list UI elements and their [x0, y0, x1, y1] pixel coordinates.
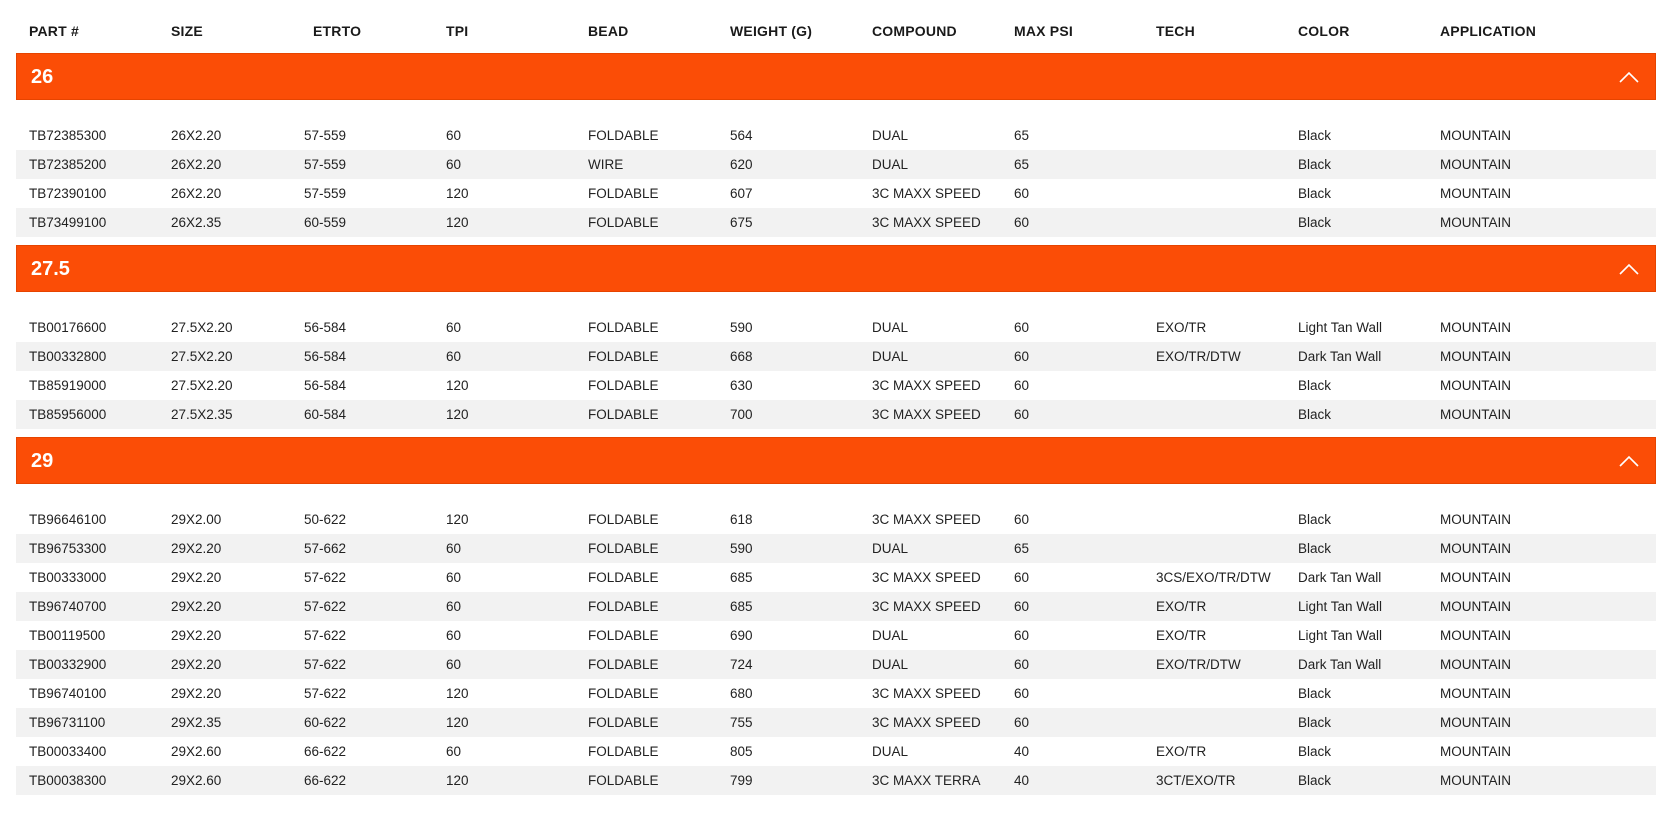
cell-tech: EXO/TR	[1156, 599, 1207, 614]
section-header[interactable]	[16, 437, 1656, 484]
column-header-compound: COMPOUND	[872, 23, 957, 39]
cell-color: Light Tan Wall	[1298, 628, 1383, 643]
cell-tpi: 120	[446, 512, 469, 527]
cell-tech: EXO/TR	[1156, 320, 1207, 335]
cell-color: Black	[1298, 686, 1332, 701]
cell-etrto: 56-584	[304, 378, 347, 393]
cell-weight: 724	[730, 657, 753, 672]
cell-bead: FOLDABLE	[588, 128, 659, 143]
cell-size: 29X2.20	[171, 570, 222, 585]
cell-application: MOUNTAIN	[1440, 715, 1511, 730]
cell-compound: DUAL	[872, 657, 909, 672]
cell-application: MOUNTAIN	[1440, 320, 1511, 335]
cell-tpi: 120	[446, 773, 469, 788]
cell-max-psi: 60	[1014, 512, 1030, 527]
cell-weight: 590	[730, 541, 753, 556]
cell-size: 29X2.20	[171, 541, 222, 556]
section-title: 27.5	[31, 258, 70, 280]
cell-application: MOUNTAIN	[1440, 773, 1511, 788]
cell-color: Black	[1298, 157, 1332, 172]
cell-color: Black	[1298, 378, 1332, 393]
cell-weight: 668	[730, 349, 753, 364]
cell-etrto: 50-622	[304, 512, 347, 527]
cell-etrto: 57-622	[304, 628, 347, 643]
cell-bead: FOLDABLE	[588, 215, 659, 230]
cell-weight: 685	[730, 599, 753, 614]
cell-compound: 3C MAXX SPEED	[872, 378, 981, 393]
cell-etrto: 57-559	[304, 128, 347, 143]
cell-color: Black	[1298, 715, 1332, 730]
cell-application: MOUNTAIN	[1440, 657, 1511, 672]
cell-compound: DUAL	[872, 541, 909, 556]
cell-color: Black	[1298, 215, 1332, 230]
cell-compound: DUAL	[872, 744, 909, 759]
cell-max-psi: 60	[1014, 378, 1030, 393]
cell-part-number: TB96740700	[29, 599, 107, 614]
cell-size: 29X2.00	[171, 512, 222, 527]
size-section	[16, 437, 1656, 795]
column-header-tpi: TPI	[446, 23, 469, 39]
cell-max-psi: 60	[1014, 349, 1030, 364]
cell-tech: 3CS/EXO/TR/DTW	[1156, 570, 1271, 585]
cell-bead: FOLDABLE	[588, 628, 659, 643]
cell-max-psi: 60	[1014, 186, 1030, 201]
cell-tpi: 60	[446, 349, 462, 364]
column-header-part-number: PART #	[29, 23, 79, 39]
table-row	[16, 313, 1656, 342]
cell-size: 29X2.60	[171, 744, 222, 759]
cell-size: 26X2.20	[171, 128, 222, 143]
cell-etrto: 60-559	[304, 215, 347, 230]
cell-size: 29X2.35	[171, 715, 222, 730]
cell-compound: 3C MAXX SPEED	[872, 512, 981, 527]
cell-bead: FOLDABLE	[588, 349, 659, 364]
cell-application: MOUNTAIN	[1440, 128, 1511, 143]
cell-application: MOUNTAIN	[1440, 541, 1511, 556]
cell-compound: 3C MAXX TERRA	[872, 773, 981, 788]
cell-color: Black	[1298, 186, 1332, 201]
table-row	[16, 505, 1656, 534]
cell-max-psi: 60	[1014, 320, 1030, 335]
cell-size: 26X2.20	[171, 157, 222, 172]
section-header[interactable]	[16, 53, 1656, 100]
section-title: 26	[31, 66, 54, 88]
cell-color: Black	[1298, 512, 1332, 527]
section-rows	[16, 313, 1656, 429]
cell-application: MOUNTAIN	[1440, 157, 1511, 172]
cell-part-number: TB00038300	[29, 773, 107, 788]
cell-max-psi: 40	[1014, 744, 1030, 759]
cell-compound: DUAL	[872, 349, 909, 364]
size-section	[16, 245, 1656, 429]
table-row	[16, 679, 1656, 708]
cell-compound: DUAL	[872, 628, 909, 643]
cell-tpi: 60	[446, 157, 462, 172]
cell-bead: FOLDABLE	[588, 570, 659, 585]
cell-size: 26X2.20	[171, 186, 222, 201]
cell-weight: 799	[730, 773, 753, 788]
cell-etrto: 60-584	[304, 407, 347, 422]
table-row	[16, 650, 1656, 679]
cell-weight: 690	[730, 628, 753, 643]
cell-application: MOUNTAIN	[1440, 407, 1511, 422]
cell-application: MOUNTAIN	[1440, 599, 1511, 614]
cell-bead: FOLDABLE	[588, 541, 659, 556]
section-rows	[16, 505, 1656, 795]
column-header-weight: WEIGHT (G)	[730, 23, 813, 39]
cell-max-psi: 60	[1014, 570, 1030, 585]
cell-part-number: TB96740100	[29, 686, 107, 701]
cell-weight: 607	[730, 186, 753, 201]
cell-application: MOUNTAIN	[1440, 570, 1511, 585]
cell-size: 27.5X2.20	[171, 320, 233, 335]
cell-application: MOUNTAIN	[1440, 186, 1511, 201]
cell-compound: 3C MAXX SPEED	[872, 570, 981, 585]
cell-color: Black	[1298, 407, 1332, 422]
cell-color: Black	[1298, 773, 1332, 788]
cell-max-psi: 60	[1014, 686, 1030, 701]
cell-bead: FOLDABLE	[588, 744, 659, 759]
column-header-application: APPLICATION	[1440, 23, 1537, 39]
cell-tpi: 120	[446, 407, 469, 422]
table-row	[16, 592, 1656, 621]
cell-part-number: TB72390100	[29, 186, 107, 201]
cell-part-number: TB96731100	[29, 715, 106, 730]
table-row	[16, 150, 1656, 179]
cell-etrto: 56-584	[304, 349, 347, 364]
table-row	[16, 179, 1656, 208]
cell-max-psi: 65	[1014, 541, 1030, 556]
cell-bead: FOLDABLE	[588, 657, 659, 672]
table-row	[16, 534, 1656, 563]
cell-size: 29X2.20	[171, 657, 222, 672]
cell-color: Light Tan Wall	[1298, 599, 1383, 614]
cell-max-psi: 60	[1014, 407, 1030, 422]
cell-part-number: TB96753300	[29, 541, 107, 556]
cell-part-number: TB85956000	[29, 407, 107, 422]
cell-weight: 620	[730, 157, 753, 172]
cell-etrto: 57-622	[304, 570, 347, 585]
cell-etrto: 57-622	[304, 686, 347, 701]
cell-application: MOUNTAIN	[1440, 512, 1511, 527]
cell-compound: 3C MAXX SPEED	[872, 599, 981, 614]
cell-color: Black	[1298, 744, 1332, 759]
column-header-tech: TECH	[1156, 23, 1195, 39]
cell-color: Black	[1298, 128, 1332, 143]
cell-color: Light Tan Wall	[1298, 320, 1383, 335]
cell-tpi: 120	[446, 186, 469, 201]
cell-bead: FOLDABLE	[588, 686, 659, 701]
cell-tpi: 120	[446, 686, 469, 701]
cell-compound: DUAL	[872, 128, 909, 143]
cell-compound: 3C MAXX SPEED	[872, 407, 981, 422]
cell-compound: 3C MAXX SPEED	[872, 215, 981, 230]
cell-tech: EXO/TR/DTW	[1156, 657, 1241, 672]
chevron-up-icon[interactable]	[1619, 69, 1639, 85]
cell-size: 26X2.35	[171, 215, 222, 230]
cell-etrto: 66-622	[304, 773, 347, 788]
column-header-max-psi: MAX PSI	[1014, 23, 1073, 39]
cell-tech: EXO/TR/DTW	[1156, 349, 1241, 364]
cell-tpi: 120	[446, 715, 469, 730]
cell-weight: 618	[730, 512, 753, 527]
section-header[interactable]	[16, 245, 1656, 292]
column-header-bead: BEAD	[588, 23, 629, 39]
cell-size: 29X2.20	[171, 628, 222, 643]
table-row	[16, 121, 1656, 150]
cell-weight: 680	[730, 686, 753, 701]
cell-weight: 755	[730, 715, 753, 730]
size-section	[16, 53, 1656, 237]
cell-part-number: TB96646100	[29, 512, 107, 527]
cell-part-number: TB00033400	[29, 744, 107, 759]
cell-size: 29X2.60	[171, 773, 222, 788]
table-row	[16, 708, 1656, 737]
cell-bead: FOLDABLE	[588, 378, 659, 393]
cell-compound: 3C MAXX SPEED	[872, 186, 981, 201]
cell-application: MOUNTAIN	[1440, 628, 1511, 643]
cell-max-psi: 60	[1014, 715, 1030, 730]
cell-max-psi: 60	[1014, 657, 1030, 672]
table-row	[16, 766, 1656, 795]
cell-bead: FOLDABLE	[588, 512, 659, 527]
cell-etrto: 57-622	[304, 599, 347, 614]
section-title: 29	[31, 450, 54, 472]
cell-etrto: 66-622	[304, 744, 347, 759]
cell-size: 29X2.20	[171, 599, 222, 614]
cell-bead: FOLDABLE	[588, 715, 659, 730]
cell-etrto: 60-622	[304, 715, 347, 730]
cell-tpi: 120	[446, 215, 469, 230]
cell-part-number: TB72385200	[29, 157, 107, 172]
cell-part-number: TB00332800	[29, 349, 107, 364]
section-rows	[16, 121, 1656, 237]
table-row	[16, 342, 1656, 371]
cell-application: MOUNTAIN	[1440, 686, 1511, 701]
cell-tpi: 60	[446, 599, 462, 614]
cell-bead: FOLDABLE	[588, 407, 659, 422]
cell-tpi: 60	[446, 320, 462, 335]
table-row	[16, 371, 1656, 400]
cell-part-number: TB00176600	[29, 320, 107, 335]
cell-tpi: 60	[446, 570, 462, 585]
cell-bead: FOLDABLE	[588, 773, 659, 788]
cell-max-psi: 65	[1014, 128, 1030, 143]
cell-etrto: 57-662	[304, 541, 347, 556]
cell-tpi: 60	[446, 541, 462, 556]
cell-tpi: 60	[446, 657, 462, 672]
cell-max-psi: 60	[1014, 628, 1030, 643]
cell-part-number: TB85919000	[29, 378, 107, 393]
cell-application: MOUNTAIN	[1440, 378, 1511, 393]
cell-weight: 630	[730, 378, 753, 393]
cell-etrto: 56-584	[304, 320, 347, 335]
cell-tpi: 120	[446, 378, 469, 393]
table-row	[16, 208, 1656, 237]
cell-part-number: TB00333000	[29, 570, 107, 585]
chevron-up-icon[interactable]	[1619, 453, 1639, 469]
cell-weight: 564	[730, 128, 753, 143]
cell-weight: 675	[730, 215, 753, 230]
chevron-up-icon[interactable]	[1619, 261, 1639, 277]
cell-part-number: TB00332900	[29, 657, 107, 672]
table-row	[16, 400, 1656, 429]
cell-bead: FOLDABLE	[588, 599, 659, 614]
cell-tpi: 60	[446, 628, 462, 643]
cell-bead: FOLDABLE	[588, 186, 659, 201]
cell-weight: 700	[730, 407, 753, 422]
cell-part-number: TB00119500	[29, 628, 106, 643]
table-row	[16, 737, 1656, 766]
cell-compound: 3C MAXX SPEED	[872, 686, 981, 701]
cell-max-psi: 40	[1014, 773, 1030, 788]
cell-bead: FOLDABLE	[588, 320, 659, 335]
cell-size: 29X2.20	[171, 686, 222, 701]
cell-compound: 3C MAXX SPEED	[872, 715, 981, 730]
cell-tech: EXO/TR	[1156, 628, 1207, 643]
cell-etrto: 57-622	[304, 657, 347, 672]
column-header-row	[0, 0, 1665, 56]
cell-part-number: TB73499100	[29, 215, 107, 230]
cell-application: MOUNTAIN	[1440, 215, 1511, 230]
column-header-size: SIZE	[171, 23, 203, 39]
column-header-etrto: ETRTO	[313, 23, 362, 39]
cell-weight: 590	[730, 320, 753, 335]
cell-max-psi: 65	[1014, 157, 1030, 172]
cell-tpi: 60	[446, 744, 462, 759]
cell-tech: 3CT/EXO/TR	[1156, 773, 1236, 788]
cell-color: Black	[1298, 541, 1332, 556]
cell-size: 27.5X2.35	[171, 407, 233, 422]
cell-etrto: 57-559	[304, 157, 347, 172]
cell-etrto: 57-559	[304, 186, 347, 201]
cell-bead: WIRE	[588, 157, 624, 172]
cell-size: 27.5X2.20	[171, 378, 233, 393]
cell-application: MOUNTAIN	[1440, 744, 1511, 759]
cell-tpi: 60	[446, 128, 462, 143]
cell-compound: DUAL	[872, 320, 909, 335]
cell-compound: DUAL	[872, 157, 909, 172]
cell-max-psi: 60	[1014, 215, 1030, 230]
cell-tech: EXO/TR	[1156, 744, 1207, 759]
column-header-color: COLOR	[1298, 23, 1350, 39]
cell-max-psi: 60	[1014, 599, 1030, 614]
cell-color: Dark Tan Wall	[1298, 349, 1382, 364]
cell-color: Dark Tan Wall	[1298, 657, 1382, 672]
cell-weight: 685	[730, 570, 753, 585]
cell-color: Dark Tan Wall	[1298, 570, 1382, 585]
table-row	[16, 563, 1656, 592]
cell-size: 27.5X2.20	[171, 349, 233, 364]
table-row	[16, 621, 1656, 650]
cell-weight: 805	[730, 744, 753, 759]
cell-part-number: TB72385300	[29, 128, 107, 143]
cell-application: MOUNTAIN	[1440, 349, 1511, 364]
